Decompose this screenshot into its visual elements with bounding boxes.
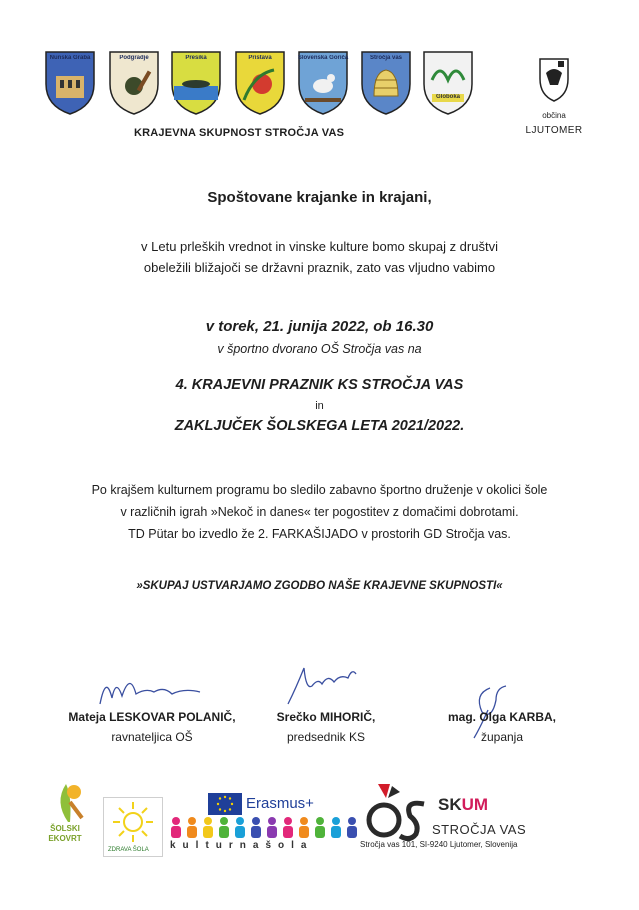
skum-logo-text	[438, 795, 488, 815]
os-school-logo-icon	[364, 782, 436, 844]
signature-mayor	[412, 707, 592, 747]
crest-strocja-vas: Stročja vas	[360, 50, 412, 116]
greeting: Spoštovane krajanke in krajani,	[207, 189, 432, 206]
crest-pristava: Pristava	[234, 50, 286, 116]
zdrava-sola-logo	[103, 797, 163, 857]
crest-globoka: Globoka	[422, 50, 474, 116]
skum-suffix: UM	[461, 795, 489, 814]
signatory-name: Srečko MIHORIČ,	[276, 710, 376, 724]
event-title-holiday: 4. KRAJEVNI PRAZNIK KS STROČJA VAS	[175, 377, 464, 393]
municipality-label: občina	[542, 111, 566, 120]
eu-flag-icon	[208, 793, 242, 815]
school-location: STROČJA VAS	[432, 822, 527, 837]
village-crests	[44, 50, 474, 120]
program-line: Po krajšem kulturnem programu bo sledilo zabavno športno druženje v okolici šole	[91, 483, 548, 497]
signatory-name: Mateja LESKOVAR POLANIČ,	[68, 710, 236, 724]
ekovrt-label: ŠOLSKI EKOVRT	[48, 824, 82, 843]
signatory-role: županja	[480, 730, 524, 744]
program-line: v različnih igrah »Nekoč in danes« ter pogostitev z domačimi dobrotami.	[120, 505, 519, 519]
signatory-role: ravnateljica OŠ	[111, 730, 193, 744]
motto: »SKUPAJ USTVARJAMO ZGODBO NAŠE KRAJEVNE SKUPNOSTI«	[136, 580, 503, 592]
signature-president	[236, 707, 416, 747]
municipality-logo	[522, 55, 586, 136]
event-venue: v športno dvorano OŠ Stročja vas na	[217, 342, 422, 356]
crest-slovenska-gorica: Slovenska Goriča	[297, 50, 349, 116]
municipality-crest-icon	[522, 55, 586, 111]
signatory-role: predsednik KS	[286, 730, 366, 744]
signature-scribble-mihoric	[282, 660, 362, 710]
erasmus-label: Erasmus+	[246, 795, 314, 812]
program-paragraph	[0, 479, 639, 545]
skum-prefix: SK	[438, 795, 462, 814]
intro-paragraph	[0, 236, 639, 278]
crest-presika: Presika	[170, 50, 222, 116]
sun-icon	[104, 798, 162, 846]
zdrava-sola-label: ZDRAVA ŠOLA	[108, 847, 149, 853]
signatory-name: mag. Olga KARBA,	[447, 710, 556, 724]
crest-podgradje: Podgradje	[108, 50, 160, 116]
children-chain-icon	[168, 816, 358, 840]
kulturna-sola-label: kulturnašola	[170, 840, 314, 851]
ekovrt-logo-icon	[48, 778, 92, 824]
event-title-school-year: ZAKLJUČEK ŠOLSKEGA LETA 2021/2022.	[174, 418, 465, 434]
erasmus-logo	[208, 793, 356, 815]
intro-line: v Letu prleških vrednot in vinske kulture bomo skupaj z društvi	[141, 239, 498, 254]
organization-name: KRAJEVNA SKUPNOST STROČJA VAS	[134, 127, 345, 139]
signature-principal	[62, 707, 242, 747]
event-date: v torek, 21. junija 2022, ob 16.30	[205, 318, 434, 335]
program-line: TD Pütar bo izvedlo že 2. FARKAŠIJADO v prostorih GD Stročja vas.	[128, 527, 511, 541]
intro-line: obeležili bližajoči se državni praznik, zato vas vljudno vabimo	[143, 260, 496, 275]
municipality-name: LJUTOMER	[525, 125, 583, 136]
crest-nunska-graba: Nunska Graba	[44, 50, 96, 116]
event-conjunction: in	[315, 400, 324, 412]
signature-scribble-polanic	[92, 668, 212, 712]
school-address: Stročja vas 101, SI-9240 Ljutomer, Slovenija	[360, 840, 518, 849]
